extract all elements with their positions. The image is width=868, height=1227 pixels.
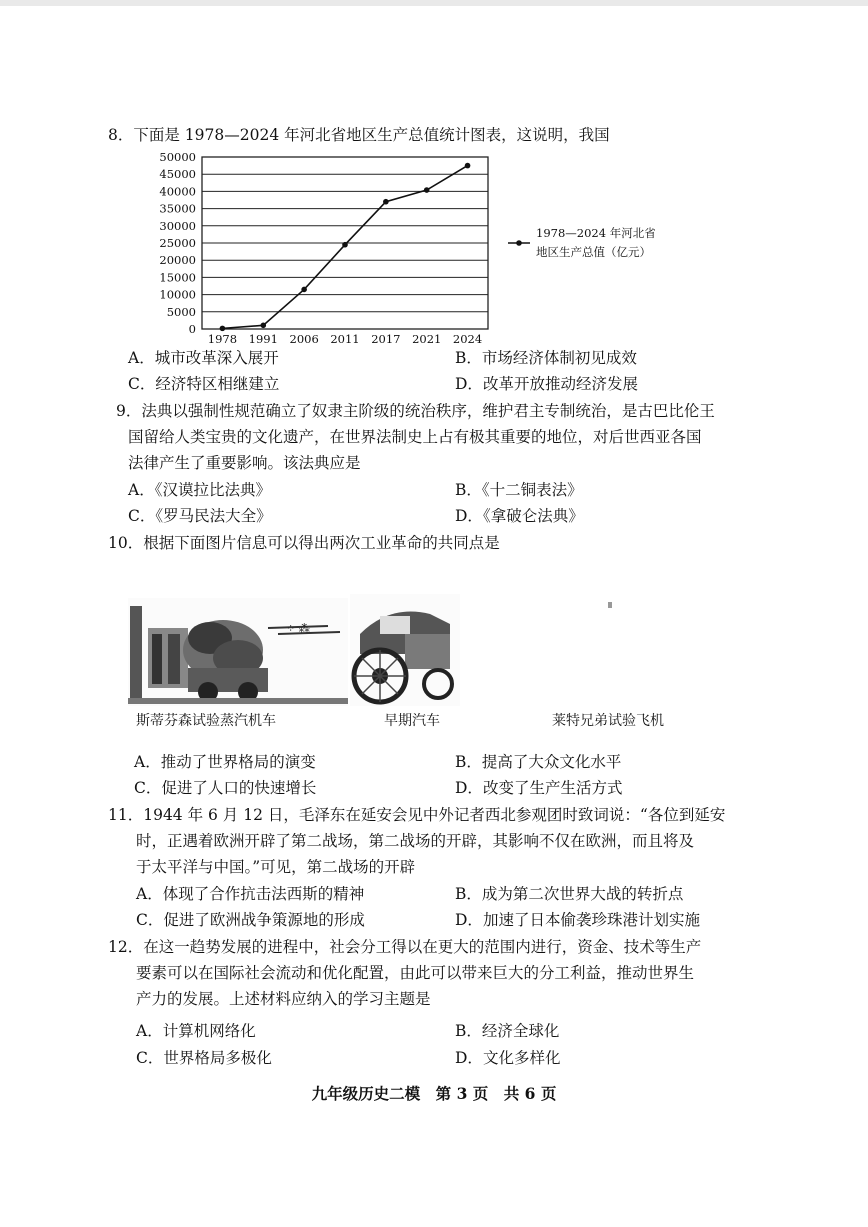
steam-locomotive-illustration — [128, 598, 348, 706]
q11-option-d: D．加速了日本偷袭珍珠港计划实施 — [455, 911, 700, 929]
q8-stem: 8．下面是 1978—2024 年河北省地区生产总值统计图表，这说明，我国 — [108, 126, 610, 144]
q8-option-d: D．改革开放推动经济发展 — [455, 375, 638, 393]
q11-stem-line-2: 时，正遇着欧洲开辟了第二战场，第二战场的开辟，其影响不仅在欧洲，而且将及 — [136, 832, 695, 850]
q9-option-c: C．《罗马民法大全》 — [128, 507, 272, 525]
caption-early-car: 早期汽车 — [384, 713, 440, 729]
q11-stem-line-3: 于太平洋与中国。”可见，第二战场的开辟 — [136, 858, 416, 876]
q8-option-b: B．市场经济体制初见成效 — [455, 349, 637, 367]
q8-option-c: C．经济特区相继建立 — [128, 375, 280, 393]
q11-option-b: B．成为第二次世界大战的转折点 — [455, 885, 684, 903]
q8-option-a: A．城市改革深入展开 — [128, 349, 279, 367]
q10-option-b: B．提高了大众文化水平 — [455, 753, 622, 771]
q9-stem-line-2: 国留给人类宝贵的文化遗产，在世界法制史上占有极其重要的地位，对后世西亚各国 — [128, 428, 702, 446]
y-tick-label: 0 — [188, 322, 196, 336]
y-tick-label: 5000 — [166, 304, 196, 319]
q10-option-c: C．促进了人口的快速增长 — [134, 779, 317, 797]
x-tick-label: 2021 — [412, 332, 442, 346]
x-tick-label: 1978 — [207, 332, 238, 346]
q12-option-b: B．经济全球化 — [455, 1022, 560, 1040]
early-car-illustration — [350, 594, 460, 706]
y-tick-label: 50000 — [159, 150, 196, 164]
q11-option-c: C．促进了欧洲战争策源地的形成 — [136, 911, 365, 929]
q10-option-a: A．推动了世界格局的演变 — [134, 753, 316, 771]
q10-option-d: D．改变了生产生活方式 — [455, 779, 623, 797]
data-point — [342, 242, 348, 248]
gdp-line-chart — [150, 148, 850, 348]
y-tick-label: 40000 — [159, 184, 196, 199]
x-tick-label: 2017 — [371, 332, 401, 346]
q12-option-d: D．文化多样化 — [455, 1049, 561, 1067]
q9-option-d: D．《拿破仑法典》 — [455, 507, 584, 525]
wright-plane-image — [520, 598, 740, 706]
data-point — [383, 199, 389, 205]
q9-stem-line-3: 法律产生了重要影响。该法典应是 — [128, 454, 361, 472]
q12-stem-line-3: 产力的发展。上述材料应纳入的学习主题是 — [136, 990, 431, 1008]
chart-svg — [150, 148, 670, 348]
y-tick-label: 35000 — [159, 201, 196, 216]
q9-stem-line-1: 9．法典以强制性规范确立了奴隶主阶级的统治秩序，维护君主专制统治，是古巴比伦王 — [116, 402, 715, 420]
q12-option-c: C．世界格局多极化 — [136, 1049, 272, 1067]
y-tick-label: 10000 — [159, 287, 196, 302]
q9-option-a: A．《汉谟拉比法典》 — [128, 481, 271, 499]
q12-stem-line-1: 12．在这一趋势发展的进程中，社会分工得以在更大的范围内进行，资金、技术等生产 — [108, 938, 702, 956]
q12-option-a: A．计算机网络化 — [136, 1022, 256, 1040]
legend-label-line-1: 1978—2024 年河北省 — [536, 226, 656, 240]
data-point — [301, 287, 307, 293]
legend-label-line-2: 地区生产总值（亿元） — [536, 245, 651, 259]
x-tick-label: 2024 — [452, 332, 483, 346]
caption-wright-plane: 莱特兄弟试验飞机 — [552, 713, 664, 729]
legend-swatch-point — [516, 240, 522, 246]
q11-option-a: A．体现了合作抗击法西斯的精神 — [136, 885, 365, 903]
y-tick-label: 30000 — [159, 218, 196, 233]
y-tick-label: 45000 — [159, 167, 196, 182]
x-tick-label: 2006 — [289, 332, 319, 346]
y-tick-label: 25000 — [159, 236, 196, 250]
data-point — [465, 163, 471, 169]
page-footer: 九年级历史二模 第 3 页 共 6 页 — [311, 1084, 557, 1103]
q12-stem-line-2: 要素可以在国际社会流动和优化配置，由此可以带来巨大的分工利益，推动世界生 — [136, 964, 695, 982]
caption-steam-locomotive: 斯蒂芬森试验蒸汽机车 — [136, 713, 276, 729]
x-tick-label: 1991 — [248, 332, 278, 346]
data-point — [260, 323, 266, 329]
wright-plane-illustration — [520, 598, 740, 706]
steam-locomotive-image — [128, 598, 348, 706]
q9-option-b: B．《十二铜表法》 — [455, 481, 583, 499]
x-tick-label: 2011 — [330, 332, 360, 346]
y-tick-label: 15000 — [159, 270, 196, 285]
q10-stem: 10．根据下面图片信息可以得出两次工业革命的共同点是 — [108, 534, 500, 552]
q11-stem-line-1: 11．1944 年 6 月 12 日，毛泽东在延安会见中外记者西北参观团时致词说：“各位到延安 — [108, 806, 726, 824]
scan-edge — [0, 0, 868, 6]
y-tick-label: 20000 — [159, 253, 196, 268]
data-point — [220, 326, 226, 332]
early-car-image — [350, 594, 460, 706]
svg-text:⁘ ⁂: ⁘ ⁂ — [286, 622, 310, 635]
data-point — [424, 187, 430, 193]
